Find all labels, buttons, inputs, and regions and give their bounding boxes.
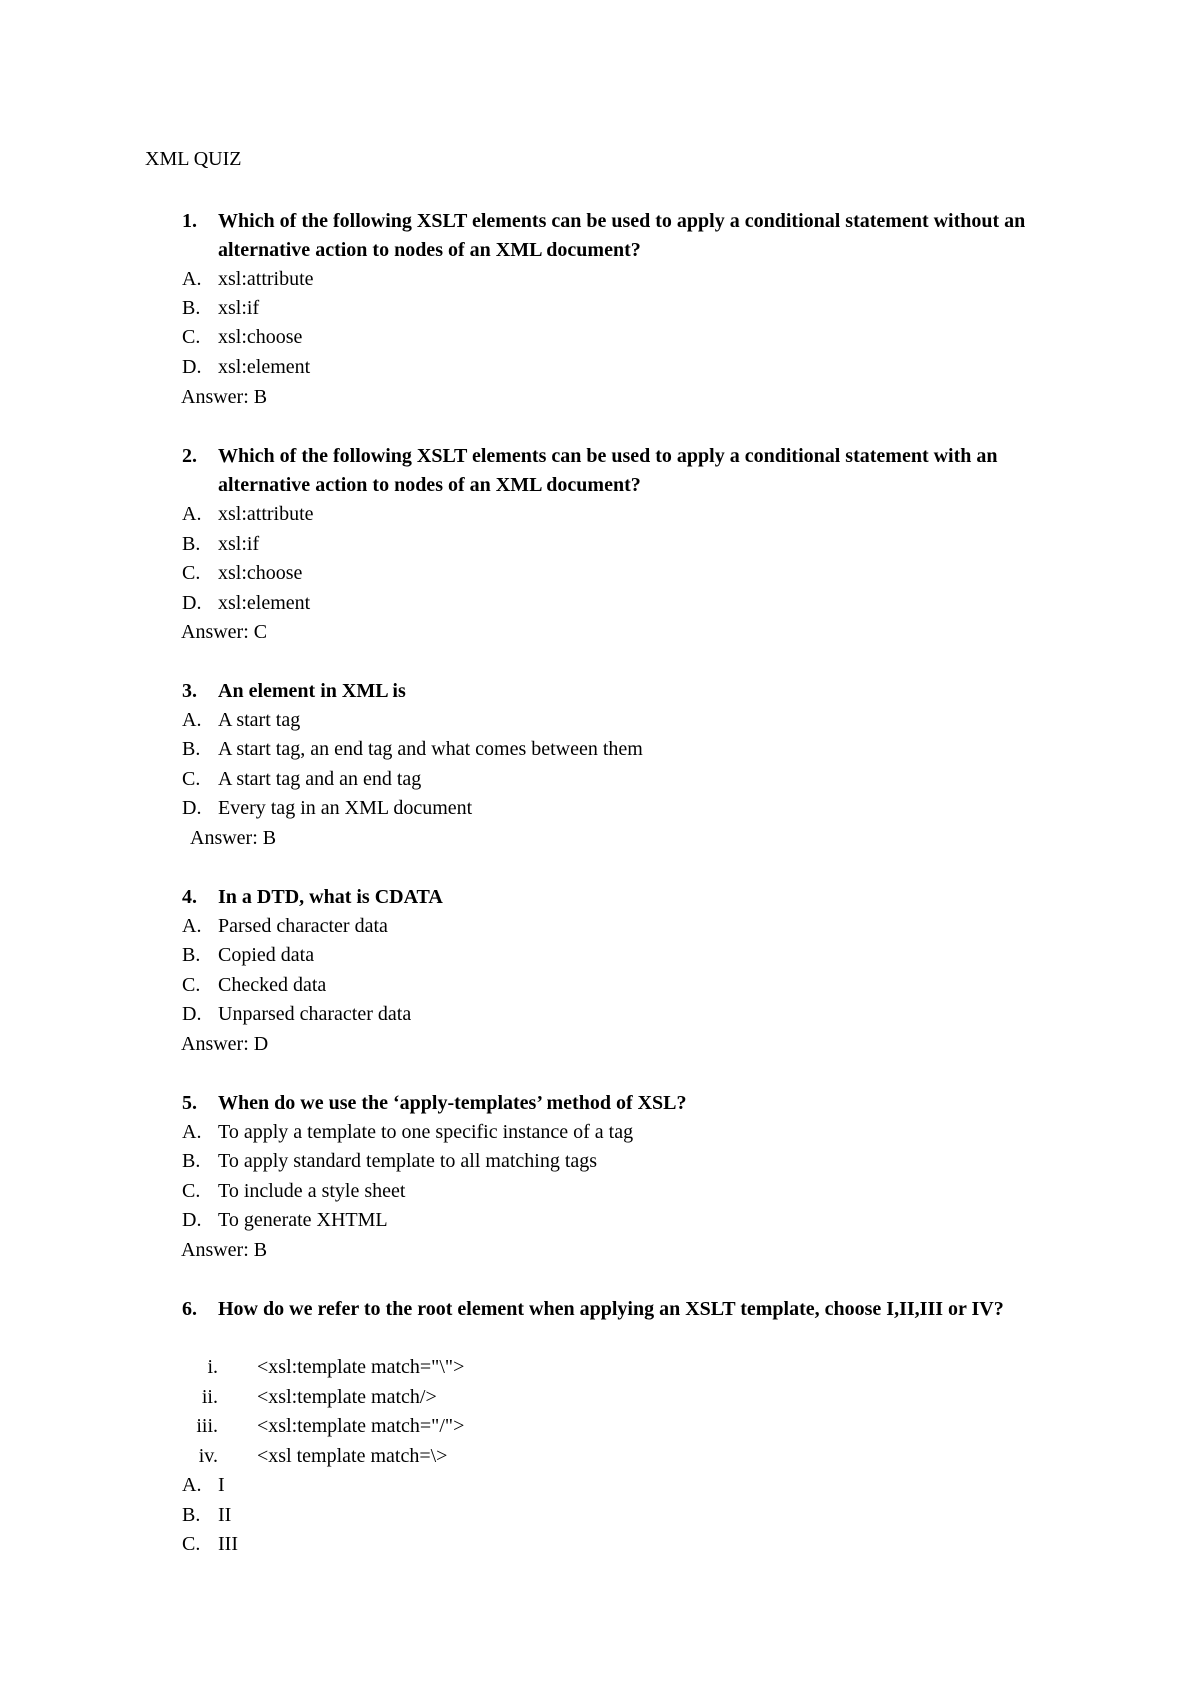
question-text: Which of the following XSLT elements can be used to apply a conditional statement with an alternative action to nodes of an XML document? — [218, 445, 998, 496]
option-text: xsl:element — [218, 356, 311, 378]
option-text: II — [218, 1504, 232, 1526]
question-text: In a DTD, what is CDATA — [218, 886, 443, 908]
option-text: I — [218, 1474, 225, 1496]
option-letter: A. — [182, 1121, 202, 1143]
option-text: Checked data — [218, 974, 327, 996]
question-text: When do we use the ‘apply-templates’ method of XSL? — [218, 1092, 687, 1114]
option-text: III — [218, 1533, 238, 1555]
option-letter: B. — [182, 1150, 201, 1172]
option-text: xsl:if — [218, 297, 260, 319]
roman-item-text: <xsl:template match="\"> — [257, 1356, 465, 1378]
option-text: Parsed character data — [218, 915, 388, 937]
option-letter: C. — [182, 1180, 201, 1202]
option-letter: A. — [182, 503, 202, 525]
option-text: xsl:element — [218, 592, 311, 614]
roman-numeral: iii. — [196, 1415, 218, 1437]
option-text: To generate XHTML — [218, 1209, 388, 1231]
question-number: 3. — [182, 680, 197, 702]
roman-item-text: <xsl:template match/> — [257, 1386, 437, 1408]
answer-text: Answer: D — [181, 1033, 269, 1055]
option-text: xsl:if — [218, 533, 260, 555]
option-letter: D. — [182, 1209, 202, 1231]
answer-text: Answer: C — [181, 621, 268, 643]
roman-item-text: <xsl template match=\> — [257, 1445, 448, 1467]
option-text: Every tag in an XML document — [218, 797, 473, 819]
option-letter: C. — [182, 326, 201, 348]
roman-numeral: i. — [207, 1356, 218, 1378]
option-text: To include a style sheet — [218, 1180, 406, 1202]
option-letter: D. — [182, 797, 202, 819]
answer-text: Answer: B — [181, 1239, 268, 1261]
option-letter: D. — [182, 1003, 202, 1025]
question-number: 5. — [182, 1092, 197, 1114]
option-letter: C. — [182, 562, 201, 584]
option-text: xsl:attribute — [218, 268, 314, 290]
answer-text: Answer: B — [181, 386, 268, 408]
roman-item-text: <xsl:template match="/"> — [257, 1415, 465, 1437]
option-text: To apply a template to one specific instance of a tag — [218, 1121, 634, 1143]
option-letter: B. — [182, 297, 201, 319]
question-number: 1. — [182, 210, 197, 232]
question-text: Which of the following XSLT elements can be used to apply a conditional statement without an alternative action to nodes of an XML document? — [218, 210, 1026, 261]
option-letter: A. — [182, 268, 202, 290]
option-text: A start tag and an end tag — [218, 768, 422, 790]
option-text: A start tag — [218, 709, 301, 731]
question-number: 2. — [182, 445, 197, 467]
option-text: xsl:choose — [218, 562, 303, 584]
option-letter: A. — [182, 709, 202, 731]
option-letter: C. — [182, 768, 201, 790]
question-number: 6. — [182, 1298, 197, 1320]
option-text: Unparsed character data — [218, 1003, 412, 1025]
option-letter: B. — [182, 738, 201, 760]
option-text: Copied data — [218, 944, 315, 966]
option-letter: B. — [182, 1504, 201, 1526]
answer-text: Answer: B — [190, 827, 277, 849]
option-text: To apply standard template to all matching tags — [218, 1150, 598, 1172]
question-number: 4. — [182, 886, 197, 908]
roman-numeral: iv. — [198, 1445, 218, 1467]
option-letter: C. — [182, 1533, 201, 1555]
option-text: xsl:choose — [218, 326, 303, 348]
option-text: A start tag, an end tag and what comes between them — [218, 738, 643, 760]
option-letter: A. — [182, 915, 202, 937]
document-title: XML QUIZ — [145, 148, 242, 170]
option-letter: D. — [182, 356, 202, 378]
option-letter: B. — [182, 944, 201, 966]
option-letter: C. — [182, 974, 201, 996]
question-text: An element in XML is — [218, 680, 406, 702]
question-text: How do we refer to the root element when applying an XSLT template, choose I,II,III or IV? — [218, 1298, 1004, 1320]
option-letter: A. — [182, 1474, 202, 1496]
roman-numeral: ii. — [201, 1386, 218, 1408]
option-letter: B. — [182, 533, 201, 555]
option-letter: D. — [182, 592, 202, 614]
option-text: xsl:attribute — [218, 503, 314, 525]
